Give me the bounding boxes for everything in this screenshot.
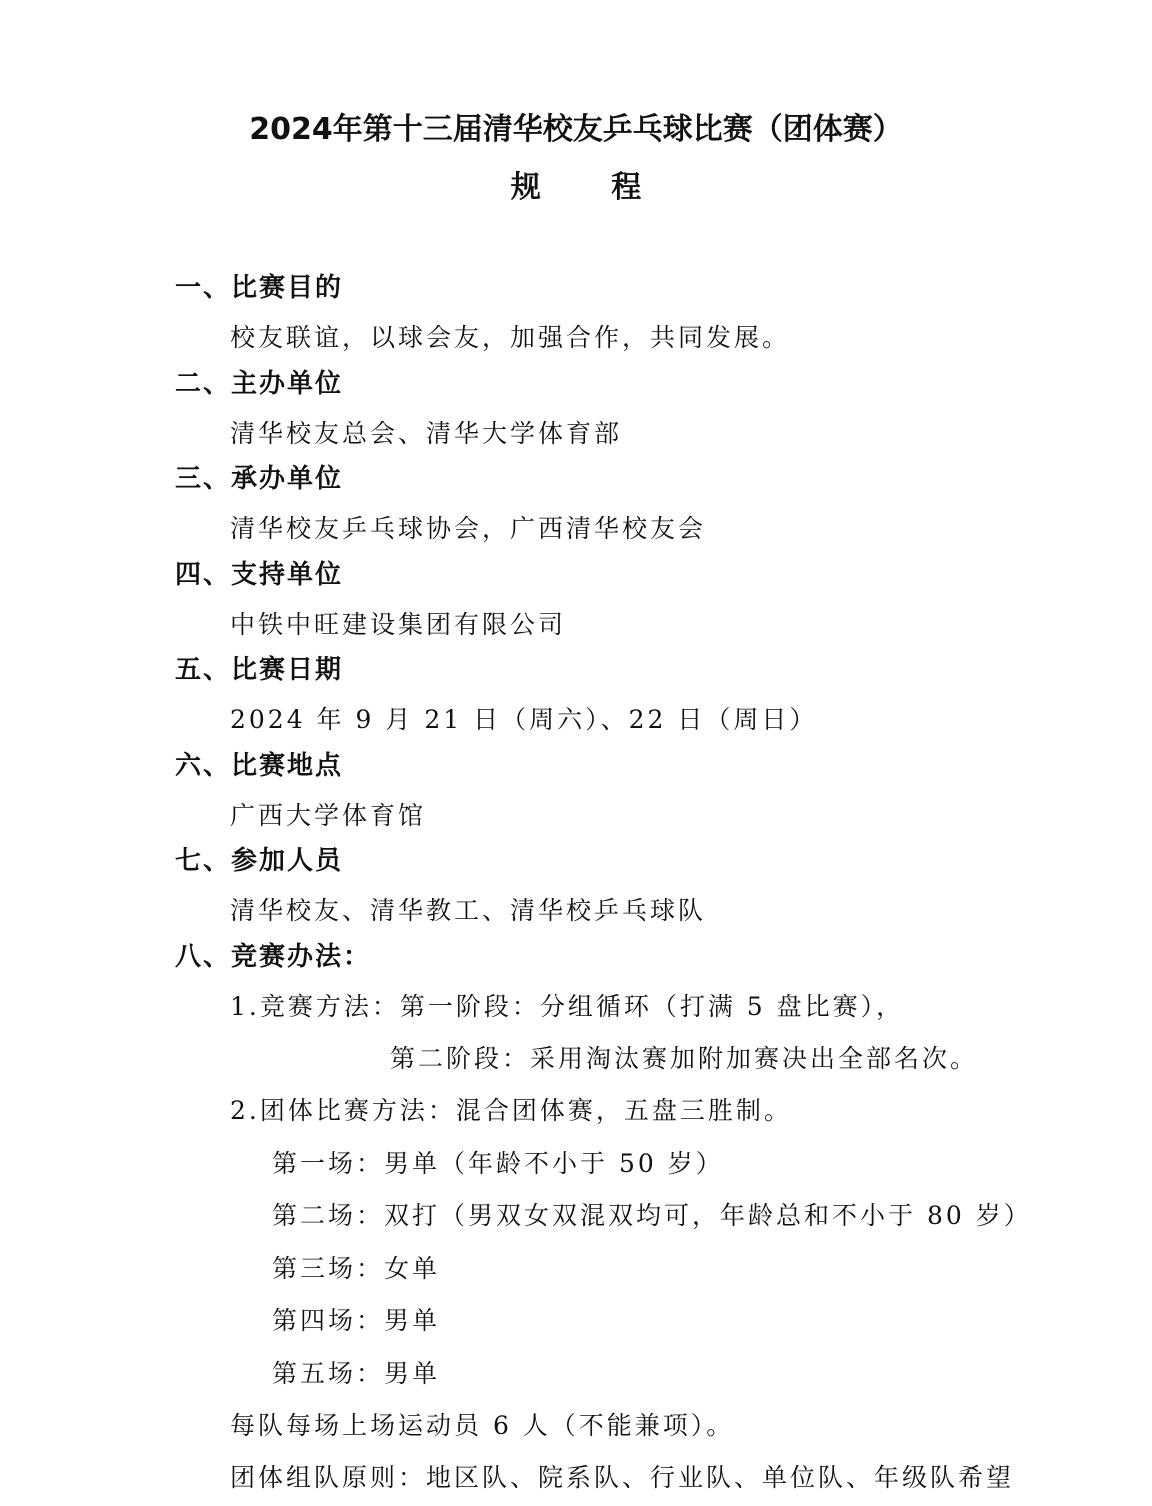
match-line-4: 第四场：男单	[272, 1306, 441, 1335]
player-count-note: 每队每场上场运动员 6 人（不能兼项）。	[230, 1411, 735, 1440]
match-line-1: 第一场：男单（年龄不小于 50 岁）	[272, 1149, 724, 1178]
section-heading-organizer: 二、主办单位	[175, 369, 344, 399]
section-body-host: 清华校友乒乓球协会，广西清华校友会	[230, 514, 707, 543]
section-body-venue: 广西大学体育馆	[230, 801, 427, 830]
section-body-participants: 清华校友、清华教工、清华校乒乓球队	[230, 896, 707, 925]
team-match-method: 2.团体比赛方法：混合团体赛，五盘三胜制。	[230, 1096, 792, 1125]
competition-method-stage2: 第二阶段：采用淘汰赛加附加赛决出全部名次。	[390, 1044, 979, 1073]
match-line-5: 第五场：男单	[272, 1359, 441, 1388]
section-heading-competition: 八、竞赛办法：	[175, 942, 372, 972]
section-heading-date: 五、比赛日期	[175, 655, 344, 685]
section-body-organizer: 清华校友总会、清华大学体育部	[230, 419, 623, 448]
competition-method-stage1: 1.竞赛方法：第一阶段：分组循环（打满 5 盘比赛），	[230, 992, 905, 1021]
section-body-purpose: 校友联谊，以球会友，加强合作，共同发展。	[230, 323, 791, 352]
section-body-supporter: 中铁中旺建设集团有限公司	[230, 610, 567, 639]
document-title: 2024年第十三届清华校友乒乓球比赛（团体赛）	[249, 112, 903, 147]
document-subtitle: 规 程	[510, 170, 672, 205]
section-heading-host: 三、承办单位	[175, 464, 344, 494]
section-heading-participants: 七、参加人员	[175, 846, 344, 876]
section-body-date: 2024 年 9 月 21 日（周六）、22 日（周日）	[230, 705, 818, 734]
team-formation-note: 团体组队原则：地区队、院系队、行业队、单位队、年级队希望	[230, 1463, 1015, 1492]
match-line-3: 第三场：女单	[272, 1254, 441, 1283]
section-heading-purpose: 一、比赛目的	[175, 273, 344, 303]
section-heading-venue: 六、比赛地点	[175, 751, 344, 781]
match-line-2: 第二场：双打（男双女双混双均可，年龄总和不小于 80 岁）	[272, 1201, 1032, 1230]
section-heading-supporter: 四、支持单位	[175, 560, 344, 590]
